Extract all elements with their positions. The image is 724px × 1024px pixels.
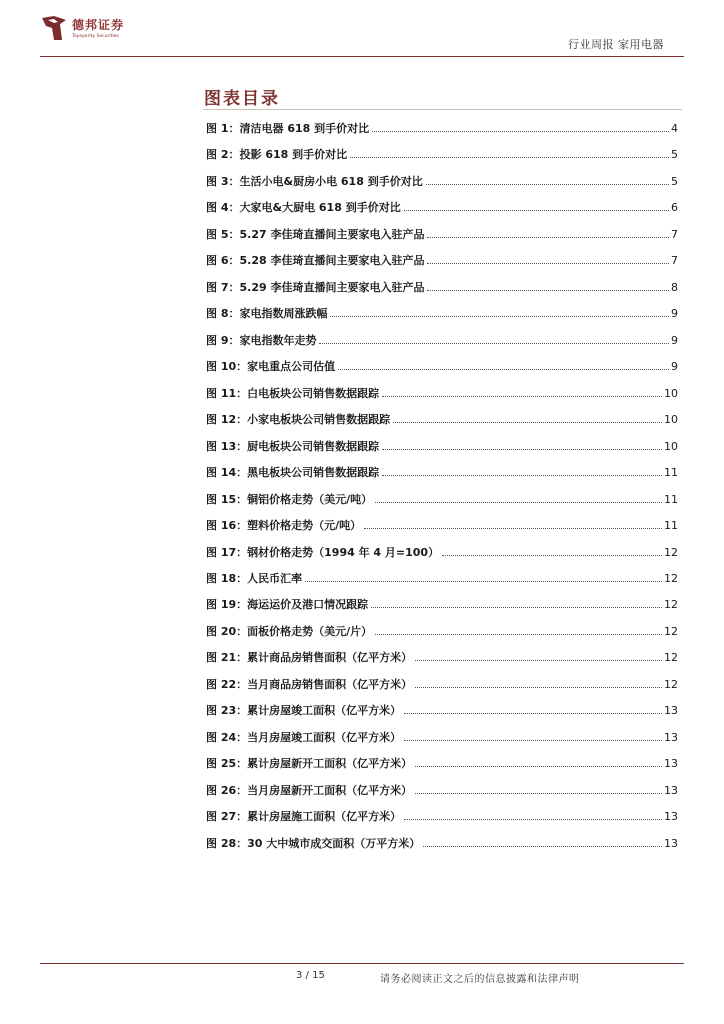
toc-item[interactable] [206, 120, 678, 146]
toc-item[interactable] [206, 464, 678, 490]
toc-dot-leader [382, 474, 662, 476]
toc-item[interactable] [206, 623, 678, 649]
toc-dot-leader [404, 818, 662, 820]
toc-item-label: 图 27：累计房屋施工面积（亿平方米） [206, 810, 402, 824]
toc-item[interactable] [206, 755, 678, 781]
toc-item-label: 图 2：投影 618 到手价对比 [206, 148, 348, 162]
toc-item[interactable] [206, 146, 678, 172]
toc-item-label: 图 11：白电板块公司销售数据跟踪 [206, 386, 380, 400]
toc-item-label: 图 25：累计房屋新开工面积（亿平方米） [206, 757, 413, 771]
footer-divider [40, 963, 684, 964]
toc-item-label: 图 18：人民币汇率 [206, 571, 303, 585]
toc-item-page: 10 [664, 413, 678, 427]
toc-dot-leader [442, 554, 662, 556]
toc-item-label: 图 17：钢材价格走势（1994 年 4 月=100） [206, 545, 440, 559]
toc-dot-leader [404, 712, 662, 714]
toc-dot-leader [415, 659, 662, 661]
toc-item-page: 8 [671, 280, 678, 294]
toc-item-label: 图 6：5.28 李佳琦直播间主要家电入驻产品 [206, 254, 425, 268]
toc-item[interactable] [206, 279, 678, 305]
header-divider [40, 56, 684, 57]
toc-item[interactable] [206, 411, 678, 437]
toc-dot-leader [393, 421, 662, 423]
toc-item[interactable] [206, 649, 678, 675]
toc-dot-leader [427, 289, 669, 291]
toc-dot-leader [338, 368, 669, 370]
toc-item-page: 7 [671, 254, 678, 268]
toc-item-label: 图 10：家电重点公司估值 [206, 360, 336, 374]
toc-dot-leader [375, 633, 662, 635]
toc-item-label: 图 20：面板价格走势（美元/片） [206, 624, 373, 638]
toc-item[interactable] [206, 385, 678, 411]
toc-dot-leader [364, 527, 662, 529]
toc-item-page: 10 [664, 386, 678, 400]
toc-item-page: 12 [664, 571, 678, 585]
toc-item-label: 图 15：铜铝价格走势（美元/吨） [206, 492, 373, 506]
toc-item-page: 13 [664, 757, 678, 771]
figure-toc-list [206, 120, 678, 861]
toc-dot-leader [404, 739, 662, 741]
toc-item[interactable] [206, 226, 678, 252]
toc-item-page: 13 [664, 836, 678, 850]
toc-item-page: 7 [671, 227, 678, 241]
toc-dot-leader [350, 156, 669, 158]
toc-item-label: 图 14：黑电板块公司销售数据跟踪 [206, 466, 380, 480]
toc-item[interactable] [206, 676, 678, 702]
toc-dot-leader [415, 792, 662, 794]
toc-dot-leader [415, 765, 662, 767]
toc-item-label: 图 24：当月房屋竣工面积（亿平方米） [206, 730, 402, 744]
toc-item-page: 13 [664, 704, 678, 718]
logo-chinese-name: 德邦证券 [72, 18, 125, 32]
toc-dot-leader [371, 606, 662, 608]
toc-item[interactable] [206, 517, 678, 543]
company-logo-icon [40, 14, 68, 42]
toc-item-label: 图 26：当月房屋新开工面积（亿平方米） [206, 783, 413, 797]
toc-dot-leader [382, 395, 662, 397]
toc-item-page: 5 [671, 174, 678, 188]
toc-item[interactable] [206, 702, 678, 728]
toc-dot-leader [427, 262, 669, 264]
toc-item-label: 图 23：累计房屋竣工面积（亿平方米） [206, 704, 402, 718]
toc-dot-leader [372, 130, 669, 132]
toc-item-label: 图 22：当月商品房销售面积（亿平方米） [206, 677, 413, 691]
toc-item[interactable] [206, 332, 678, 358]
toc-item-label: 图 4：大家电&大厨电 618 到手价对比 [206, 201, 401, 215]
toc-item[interactable] [206, 438, 678, 464]
toc-item-label: 图 28：30 大中城市成交面积（万平方米） [206, 836, 421, 850]
toc-item[interactable] [206, 729, 678, 755]
toc-item[interactable] [206, 252, 678, 278]
toc-item-page: 12 [664, 677, 678, 691]
toc-item[interactable] [206, 544, 678, 570]
toc-item[interactable] [206, 199, 678, 225]
toc-title: 图表目录 [204, 89, 280, 109]
toc-item[interactable] [206, 305, 678, 331]
toc-item-page: 11 [664, 492, 678, 506]
toc-item-label: 图 8：家电指数周涨跌幅 [206, 307, 328, 321]
toc-item-page: 12 [664, 545, 678, 559]
toc-item[interactable] [206, 808, 678, 834]
toc-item-page: 5 [671, 148, 678, 162]
toc-item-label: 图 9：家电指数年走势 [206, 333, 317, 347]
toc-dot-leader [426, 183, 669, 185]
toc-dot-leader [423, 845, 662, 847]
toc-item-page: 12 [664, 651, 678, 665]
logo-english-name: Topsperity Securities [72, 34, 119, 39]
toc-title-divider [204, 109, 682, 110]
report-type-label: 行业周报 家用电器 [568, 38, 664, 51]
toc-item-page: 10 [664, 439, 678, 453]
toc-dot-leader [319, 342, 669, 344]
toc-dot-leader [404, 209, 669, 211]
toc-item-label: 图 3：生活小电&厨房小电 618 到手价对比 [206, 174, 423, 188]
toc-item-page: 13 [664, 730, 678, 744]
legal-disclaimer: 请务必阅读正文之后的信息披露和法律声明 [380, 974, 580, 985]
toc-item-page: 11 [664, 519, 678, 533]
toc-dot-leader [330, 315, 669, 317]
company-logo [40, 14, 124, 42]
toc-dot-leader [382, 448, 662, 450]
toc-item-label: 图 7：5.29 李佳琦直播间主要家电入驻产品 [206, 280, 425, 294]
toc-item-page: 9 [671, 307, 678, 321]
toc-item[interactable] [206, 782, 678, 808]
toc-item[interactable] [206, 491, 678, 517]
toc-item-page: 6 [671, 201, 678, 215]
toc-item-label: 图 5：5.27 李佳琦直播间主要家电入驻产品 [206, 227, 425, 241]
toc-item-label: 图 16：塑料价格走势（元/吨） [206, 519, 362, 533]
toc-item[interactable] [206, 835, 678, 861]
toc-item-page: 4 [671, 122, 678, 135]
toc-item-label: 图 13：厨电板块公司销售数据跟踪 [206, 439, 380, 453]
toc-item[interactable] [206, 358, 678, 384]
toc-item-page: 13 [664, 783, 678, 797]
toc-dot-leader [427, 236, 669, 238]
page-number: 3 / 15 [296, 970, 325, 981]
toc-item-page: 12 [664, 598, 678, 612]
toc-item-label: 图 1：清洁电器 618 到手价对比 [206, 122, 370, 135]
toc-item-label: 图 21：累计商品房销售面积（亿平方米） [206, 651, 413, 665]
toc-item[interactable] [206, 570, 678, 596]
toc-item-page: 12 [664, 624, 678, 638]
toc-item-page: 11 [664, 466, 678, 480]
toc-item-page: 13 [664, 810, 678, 824]
toc-item-page: 9 [671, 360, 678, 374]
toc-dot-leader [305, 580, 662, 582]
toc-item[interactable] [206, 596, 678, 622]
toc-item-label: 图 19：海运运价及港口情况跟踪 [206, 598, 369, 612]
page-header [40, 14, 684, 56]
toc-item-label: 图 12：小家电板块公司销售数据跟踪 [206, 413, 391, 427]
toc-dot-leader [415, 686, 662, 688]
toc-dot-leader [375, 501, 662, 503]
toc-item-page: 9 [671, 333, 678, 347]
toc-item[interactable] [206, 173, 678, 199]
